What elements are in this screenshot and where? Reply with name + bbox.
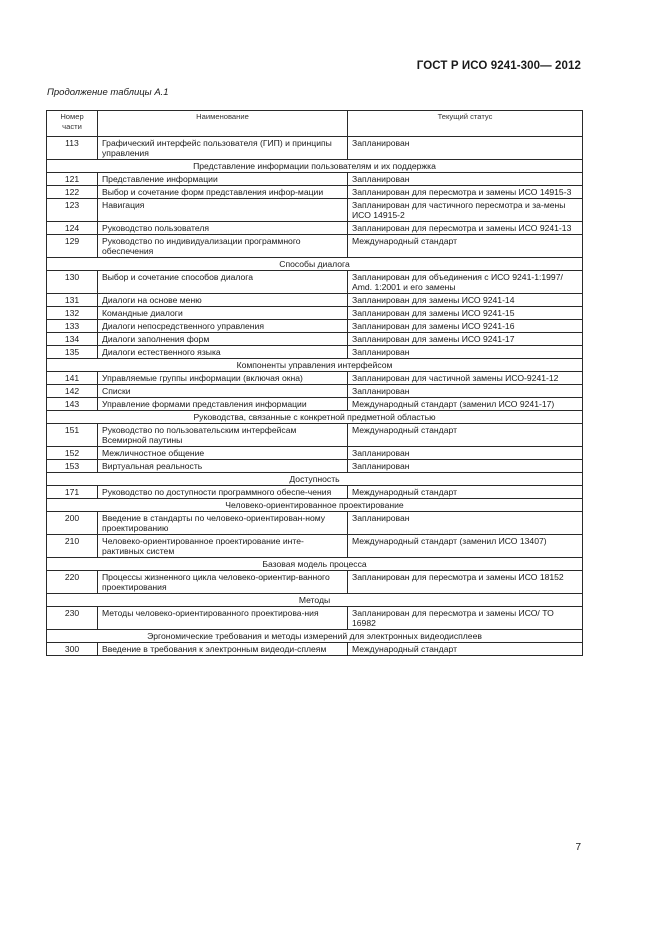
table-row: [47, 186, 583, 199]
table-row: [47, 307, 583, 320]
name-cell: Диалоги на основе меню: [98, 294, 348, 307]
status-cell: Запланирован для замены ИСО 9241-15: [348, 307, 583, 320]
section-header-row: [47, 258, 583, 271]
part-number-cell: 135: [47, 346, 98, 359]
part-number-cell: 121: [47, 173, 98, 186]
table-row: [47, 460, 583, 473]
section-title: Компоненты управления интерфейсом: [47, 359, 583, 372]
section-header-row: [47, 473, 583, 486]
table-header-row: [47, 111, 583, 137]
status-cell: Запланирован для замены ИСО 9241-16: [348, 320, 583, 333]
status-cell: Запланирован для замены ИСО 9241-14: [348, 294, 583, 307]
part-number-cell: 220: [47, 571, 98, 594]
status-cell: Запланирован: [348, 137, 583, 160]
name-cell: Виртуальная реальность: [98, 460, 348, 473]
part-number-cell: 133: [47, 320, 98, 333]
section-title: Представление информации пользователям и их поддержка: [47, 160, 583, 173]
table-row: [47, 294, 583, 307]
section-title: Эргономические требования и методы измерений для электронных видеодисплеев: [47, 630, 583, 643]
status-cell: Международный стандарт: [348, 643, 583, 656]
status-cell: Запланирован для пересмотра и замены ИСО 9241-13: [348, 222, 583, 235]
section-title: Человеко-ориентированное проектирование: [47, 499, 583, 512]
part-number-cell: 113: [47, 137, 98, 160]
table-row: [47, 320, 583, 333]
table-row: [47, 346, 583, 359]
status-cell: Запланирован: [348, 512, 583, 535]
part-number-cell: 200: [47, 512, 98, 535]
part-number-cell: 141: [47, 372, 98, 385]
part-number-cell: 134: [47, 333, 98, 346]
section-header-row: [47, 359, 583, 372]
table-body: [47, 137, 583, 656]
table-row: [47, 486, 583, 499]
table-row: [47, 643, 583, 656]
part-number-cell: 152: [47, 447, 98, 460]
table-row: [47, 571, 583, 594]
name-cell: Графический интерфейс пользователя (ГИП) и принципы управления: [98, 137, 348, 160]
status-cell: Запланирован для пересмотра и замены ИСО 14915-3: [348, 186, 583, 199]
section-title: Методы: [47, 594, 583, 607]
name-cell: Введение в требования к электронным видеоди-сплеям: [98, 643, 348, 656]
table-row: [47, 333, 583, 346]
status-cell: Запланирован для частичной замены ИСО-9241-12: [348, 372, 583, 385]
table-row: [47, 535, 583, 558]
table-row: [47, 398, 583, 411]
part-number-cell: 124: [47, 222, 98, 235]
section-header-row: [47, 411, 583, 424]
status-cell: Запланирован: [348, 385, 583, 398]
table-row: [47, 137, 583, 160]
part-number-cell: 151: [47, 424, 98, 447]
part-number-cell: 132: [47, 307, 98, 320]
part-number-cell: 171: [47, 486, 98, 499]
name-cell: Диалоги непосредственного управления: [98, 320, 348, 333]
header-part-number: Номер части: [47, 111, 98, 137]
section-header-row: [47, 594, 583, 607]
part-number-cell: 131: [47, 294, 98, 307]
table-row: [47, 512, 583, 535]
name-cell: Руководство пользователя: [98, 222, 348, 235]
part-number-cell: 122: [47, 186, 98, 199]
name-cell: Диалоги заполнения форм: [98, 333, 348, 346]
table-row: [47, 235, 583, 258]
table-row: [47, 424, 583, 447]
status-cell: Запланирован: [348, 460, 583, 473]
table-row: [47, 447, 583, 460]
header-name: Наименование: [98, 111, 348, 137]
part-number-cell: 210: [47, 535, 98, 558]
section-header-row: [47, 160, 583, 173]
status-cell: Запланирован: [348, 173, 583, 186]
document-header: ГОСТ Р ИСО 9241-300— 2012: [416, 60, 581, 72]
name-cell: Человеко-ориентированное проектирование инте-рактивных систем: [98, 535, 348, 558]
header-status: Текущий статус: [348, 111, 583, 137]
part-number-cell: 230: [47, 607, 98, 630]
status-cell: Запланирован для объединения с ИСО 9241-1:1997/ Amd. 1:2001 и его замены: [348, 271, 583, 294]
name-cell: Методы человеко-ориентированного проектирова-ния: [98, 607, 348, 630]
status-cell: Запланирован для частичного пересмотра и за-мены ИСО 14915-2: [348, 199, 583, 222]
part-number-cell: 123: [47, 199, 98, 222]
name-cell: Межличностное общение: [98, 447, 348, 460]
status-cell: Международный стандарт (заменил ИСО 9241-17): [348, 398, 583, 411]
part-number-cell: 143: [47, 398, 98, 411]
name-cell: Навигация: [98, 199, 348, 222]
name-cell: Выбор и сочетание форм представления инфор-мации: [98, 186, 348, 199]
name-cell: Выбор и сочетание способов диалога: [98, 271, 348, 294]
status-cell: Запланирован для пересмотра и замены ИСО/ ТО 16982: [348, 607, 583, 630]
part-number-cell: 153: [47, 460, 98, 473]
status-cell: Международный стандарт: [348, 486, 583, 499]
name-cell: Списки: [98, 385, 348, 398]
name-cell: Управление формами представления информации: [98, 398, 348, 411]
table-row: [47, 173, 583, 186]
name-cell: Командные диалоги: [98, 307, 348, 320]
name-cell: Введение в стандарты по человеко-ориентирован-ному проектированию: [98, 512, 348, 535]
table-row: [47, 199, 583, 222]
status-cell: Запланирован: [348, 447, 583, 460]
name-cell: Диалоги естественного языка: [98, 346, 348, 359]
section-title: Доступность: [47, 473, 583, 486]
part-number-cell: 142: [47, 385, 98, 398]
page-number: 7: [575, 842, 581, 853]
table-row: [47, 372, 583, 385]
section-header-row: [47, 558, 583, 571]
part-number-cell: 130: [47, 271, 98, 294]
section-header-row: [47, 499, 583, 512]
status-cell: Запланирован для замены ИСО 9241-17: [348, 333, 583, 346]
status-cell: Международный стандарт (заменил ИСО 13407): [348, 535, 583, 558]
table-row: [47, 607, 583, 630]
section-title: Руководства, связанные с конкретной предметной областью: [47, 411, 583, 424]
table-row: [47, 222, 583, 235]
section-title: Способы диалога: [47, 258, 583, 271]
name-cell: Руководство по доступности программного обеспе-чения: [98, 486, 348, 499]
status-cell: Международный стандарт: [348, 424, 583, 447]
part-number-cell: 300: [47, 643, 98, 656]
status-cell: Международный стандарт: [348, 235, 583, 258]
name-cell: Руководство по индивидуализации программного обеспечения: [98, 235, 348, 258]
name-cell: Руководство по пользовательским интерфейсам Всемирной паутины: [98, 424, 348, 447]
table-continuation-caption: Продолжение таблицы А.1: [47, 87, 169, 98]
status-table: [46, 110, 583, 656]
table-row: [47, 385, 583, 398]
table-row: [47, 271, 583, 294]
name-cell: Управляемые группы информации (включая окна): [98, 372, 348, 385]
status-cell: Запланирован для пересмотра и замены ИСО 18152: [348, 571, 583, 594]
section-title: Базовая модель процесса: [47, 558, 583, 571]
name-cell: Процессы жизненного цикла человеко-ориентир-ванного проектирования: [98, 571, 348, 594]
part-number-cell: 129: [47, 235, 98, 258]
section-header-row: [47, 630, 583, 643]
name-cell: Представление информации: [98, 173, 348, 186]
status-cell: Запланирован: [348, 346, 583, 359]
